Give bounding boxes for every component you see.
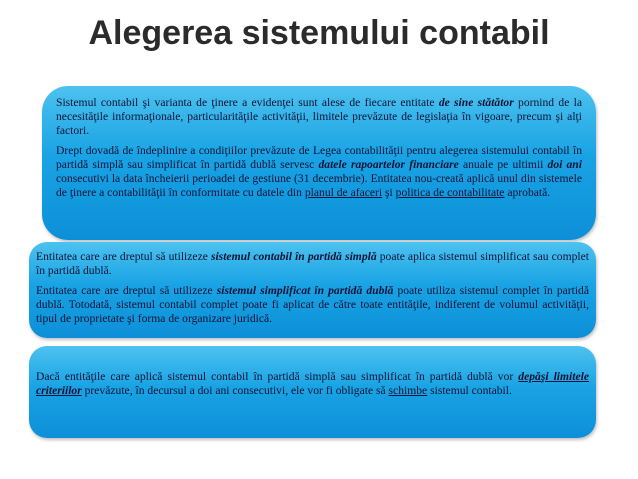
plan-afaceri-link[interactable]: planul de afaceri bbox=[304, 186, 383, 199]
box2-p2-text-end: poate utiliza sistemul complet în partidă dublă. Totodată, sistemul contabil complet poate fi aplicat de către toate entităţile, indiferent de volumul activităţii, tipul de proprietate şi forma de organizare juridică. bbox=[36, 284, 590, 325]
slide-title: Alegerea sistemului contabil bbox=[88, 14, 550, 52]
info-box-sistem-contabil bbox=[42, 86, 596, 240]
info-box-depasire-limite bbox=[29, 346, 596, 438]
box2-paragraph-1 bbox=[36, 250, 589, 278]
box1-p2-emphasis-doi-ani: doi ani bbox=[547, 158, 582, 171]
box1-p1-emphasis: de sine stătător bbox=[438, 96, 514, 109]
box3-emphasis: depăşi limitele criteriilor bbox=[36, 370, 589, 397]
box2-p2-emphasis: sistemul simplificat în partidă dublă bbox=[216, 284, 394, 297]
box1-p1-text-end: pornind de la necesităţile informaţionale, particularităţile activităţii, limitele prevăzute de legislaţia în vigoare, precum şi alţi factori. bbox=[56, 96, 582, 137]
box1-p2-text-end: aprobată. bbox=[504, 186, 551, 199]
box3-text-end: sistemul contabil. bbox=[427, 384, 512, 397]
politica-contabilitate-link[interactable]: politica de contabilitate bbox=[395, 186, 505, 199]
info-box-drept-utilizare bbox=[29, 242, 596, 338]
box2-p1-text-end: poate aplica sistemul simplificat sau complet în partidă dublă. bbox=[36, 250, 589, 277]
box1-p2-text-si: şi bbox=[382, 186, 396, 199]
box2-paragraph-2 bbox=[36, 284, 589, 326]
box2-p1-text: Entitatea care are dreptul să utilizeze bbox=[36, 250, 211, 263]
box1-p2-emphasis-rapoarte: datele rapoartelor financiare bbox=[318, 158, 459, 171]
box3-text-mid: prevăzute, în decursul a doi ani consecutivi, ele vor fi obligate să bbox=[81, 384, 389, 397]
box1-p2-text-gestiune: consecutivi la data încheierii perioadei de gestiune (31 decembrie). Entitatea nou-creată aplică unul din sistemele de ţinere a contabilităţii în conformitate cu datele din bbox=[56, 172, 582, 199]
schimbe-link[interactable]: schimbe bbox=[388, 384, 428, 397]
box3-paragraph bbox=[36, 370, 589, 398]
box3-text: Dacă entităţile care aplică sistemul contabil în partidă simplă sau simplificat în partidă dublă vor bbox=[36, 370, 519, 383]
box1-paragraph-1 bbox=[56, 96, 582, 138]
box1-p2-text: Drept dovadă de îndeplinire a condiţiilor prevăzute de Legea contabilităţii pentru alegerea sistemului contabil în partidă simplă sau simplificat în partidă dublă servesc bbox=[56, 144, 582, 171]
box1-p1-text: Sistemul contabil şi varianta de ţinere a evidenţei sunt alese de fiecare entitate bbox=[56, 96, 439, 109]
box1-paragraph-2 bbox=[56, 144, 582, 200]
box2-p1-emphasis: sistemul contabil în partidă simplă bbox=[210, 250, 377, 263]
box2-p2-text: Entitatea care are dreptul să utilizeze bbox=[36, 284, 217, 297]
box1-p2-text-mid: anuale pe ultimii bbox=[458, 158, 548, 171]
